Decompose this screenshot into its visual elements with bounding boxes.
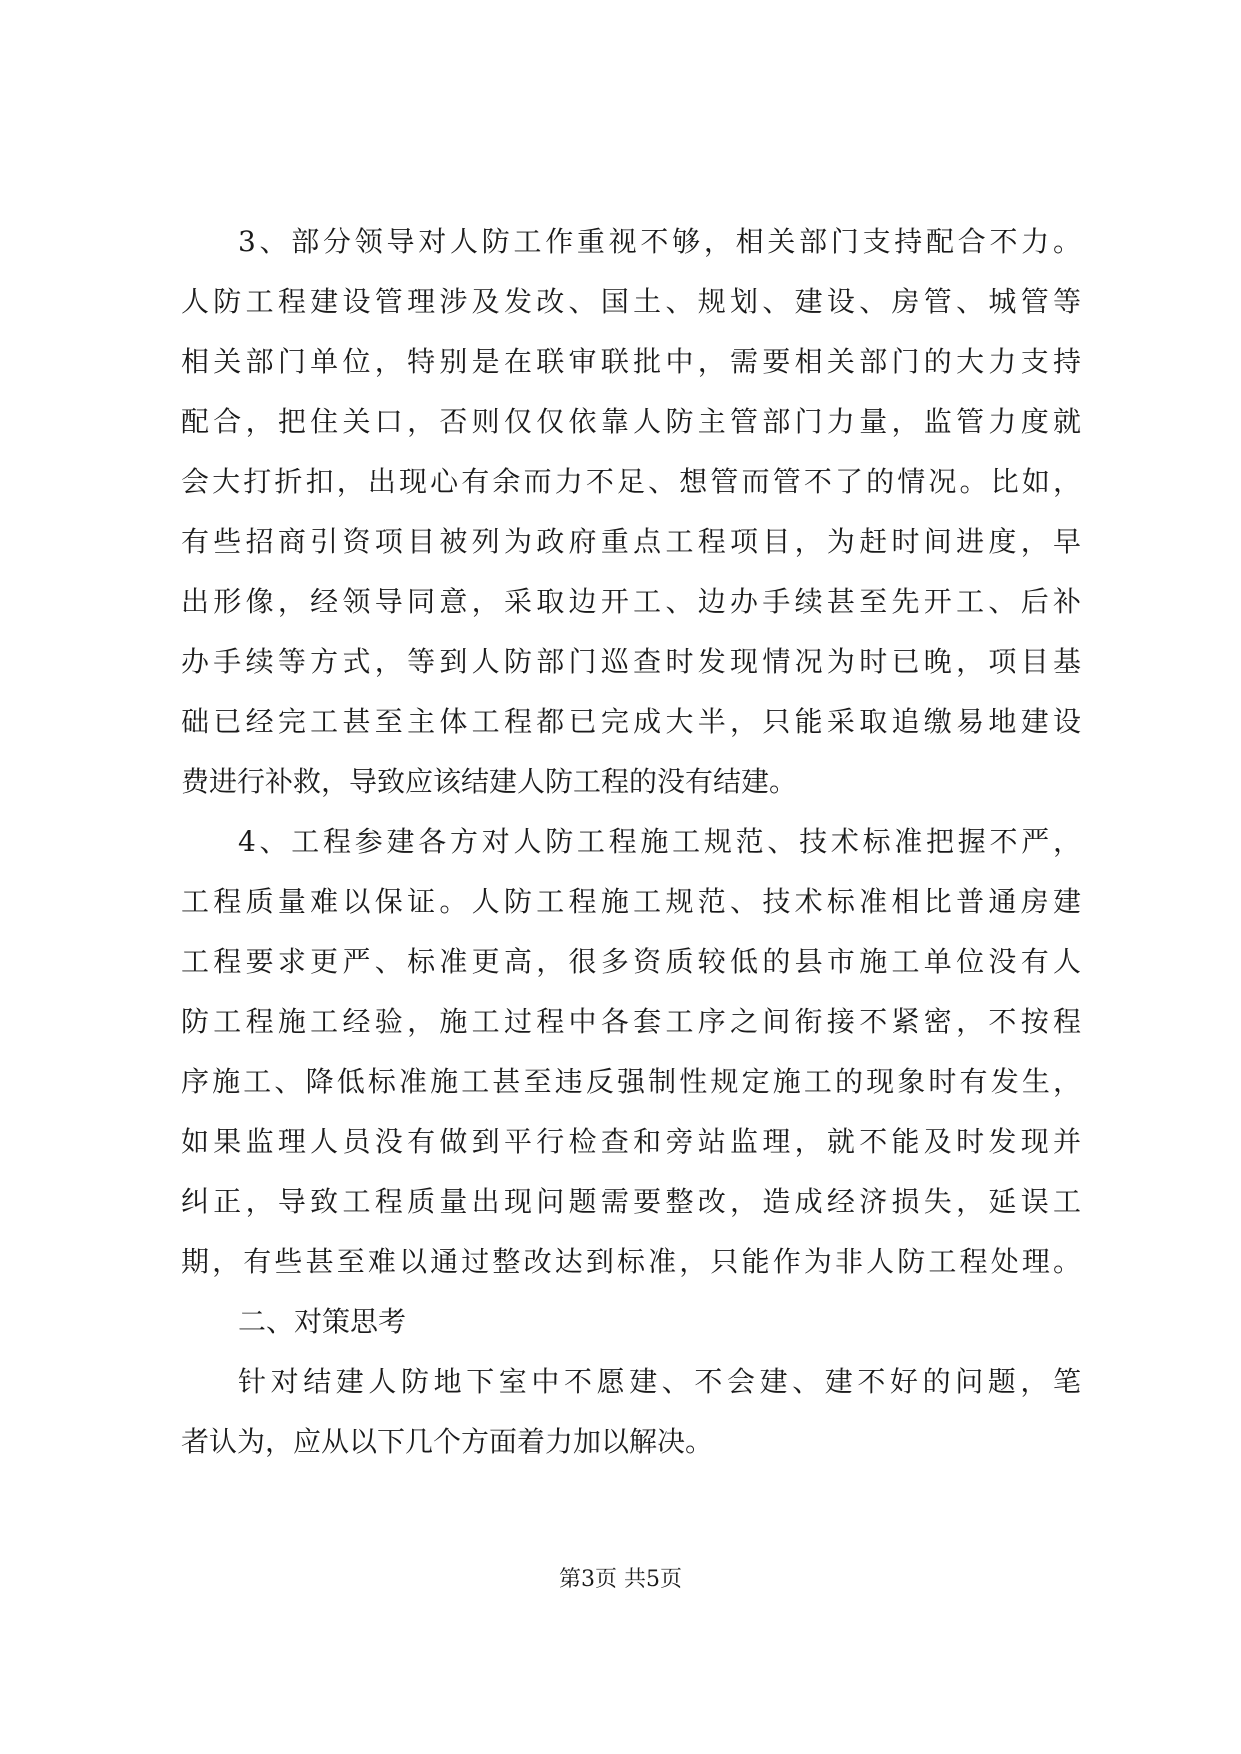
paragraph-4-line-3: 工程要求更严、标准更高，很多资质较低的县市施工单位没有人: [181, 945, 1081, 978]
paragraph-5-line-1: 针对结建人防地下室中不愿建、不会建、建不好的问题，笔: [238, 1365, 1081, 1398]
section-heading: 二、对策思考: [238, 1305, 407, 1338]
paragraph-3-line-9: 础已经完工甚至主体工程都已完成大半，只能采取追缴易地建设: [181, 705, 1081, 738]
paragraph-4-line-5: 序施工、降低标准施工甚至违反强制性规定施工的现象时有发生，: [181, 1065, 1081, 1098]
paragraph-4-line-4: 防工程施工经验，施工过程中各套工序之间衔接不紧密，不按程: [181, 1005, 1081, 1038]
paragraph-3-line-2: 人防工程建设管理涉及发改、国土、规划、建设、房管、城管等: [181, 285, 1081, 318]
paragraph-3-line-7: 出形像，经领导同意，采取边开工、边办手续甚至先开工、后补: [181, 585, 1081, 618]
paragraph-3-line-8: 办手续等方式，等到人防部门巡查时发现情况为时已晚，项目基: [181, 645, 1081, 678]
paragraph-5-line-2: 者认为，应从以下几个方面着力加以解决。: [181, 1425, 714, 1458]
paragraph-3-line-4: 配合，把住关口，否则仅仅依靠人防主管部门力量，监管力度就: [181, 405, 1081, 438]
page-number-footer: 第3页 共5页: [559, 1567, 682, 1592]
paragraph-3-line-1: 3、部分领导对人防工作重视不够，相关部门支持配合不力。: [238, 225, 1081, 258]
paragraph-3-line-6: 有些招商引资项目被列为政府重点工程项目，为赶时间进度，早: [181, 525, 1081, 558]
paragraph-4-line-8: 期，有些甚至难以通过整改达到标准，只能作为非人防工程处理。: [181, 1245, 1081, 1278]
paragraph-3-line-5: 会大打折扣，出现心有余而力不足、想管而管不了的情况。比如，: [181, 465, 1081, 498]
paragraph-4-line-6: 如果监理人员没有做到平行检查和旁站监理，就不能及时发现并: [181, 1125, 1081, 1158]
paragraph-3-line-3: 相关部门单位，特别是在联审联批中，需要相关部门的大力支持: [181, 345, 1081, 378]
paragraph-3-line-10: 费进行补救，导致应该结建人防工程的没有结建。: [181, 765, 798, 798]
paragraph-4-line-1: 4、工程参建各方对人防工程施工规范、技术标准把握不严，: [238, 825, 1081, 858]
paragraph-4-line-7: 纠正，导致工程质量出现问题需要整改，造成经济损失，延误工: [181, 1185, 1081, 1218]
paragraph-4-line-2: 工程质量难以保证。人防工程施工规范、技术标准相比普通房建: [181, 885, 1081, 918]
